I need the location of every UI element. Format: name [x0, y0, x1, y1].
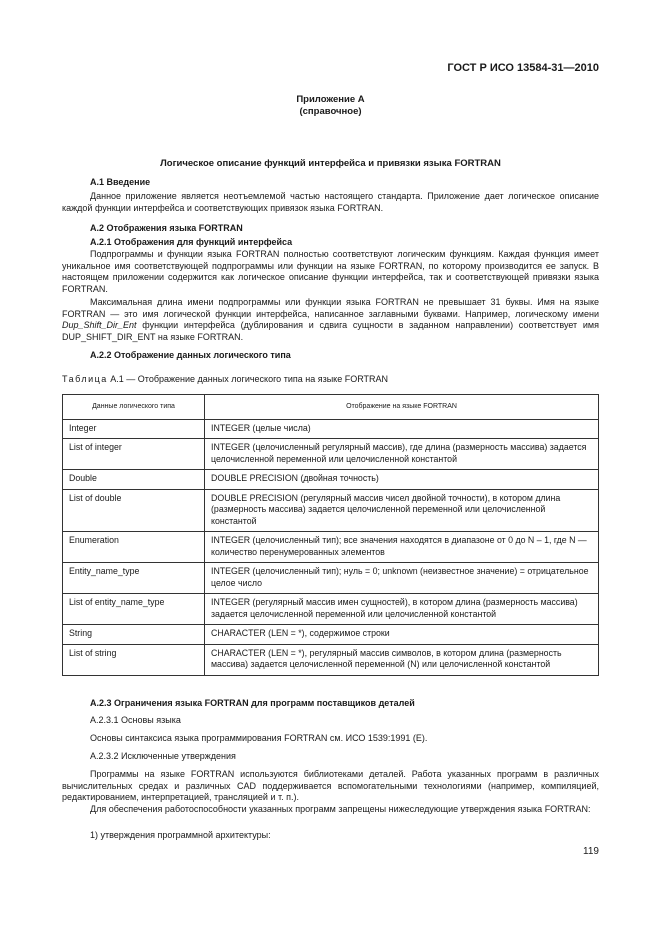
table-row	[63, 563, 599, 594]
table-row	[63, 489, 599, 532]
table-cell-type: Double	[63, 470, 205, 490]
mapping-table	[62, 394, 599, 676]
table-cell-type: Enumeration	[63, 532, 205, 563]
section-a231-text: Основы синтаксиса языка программирования FORTRAN см. ИСО 1539:1991 (E).	[90, 733, 428, 743]
table-caption-label: Таблица	[62, 374, 108, 384]
table-cell-type: List of entity_name_type	[63, 594, 205, 625]
section-a23-heading: А.2.3 Ограничения языка FORTRAN для программ поставщиков деталей	[90, 698, 415, 708]
list-item-1: 1) утверждения программной архитектуры:	[90, 830, 271, 840]
section-a232-paragraph-1-content: Программы на языке FORTRAN используются библиотеками деталей. Работа указанных программ в различных вычислительных средах и различных CAD поддерживается вспомогательными технологиями (например, компиляцией, редактированием, интерпретацией, трансляцией и т. п.).	[62, 769, 599, 803]
table-caption	[62, 374, 388, 384]
table-row	[63, 439, 599, 470]
table-row	[63, 419, 599, 439]
section-a232-paragraph-1	[62, 769, 599, 804]
standard-header: ГОСТ Р ИСО 13584-31—2010	[447, 62, 599, 74]
section-a1-text	[62, 191, 599, 214]
section-a22-heading: А.2.2 Отображение данных логического типа	[90, 350, 291, 360]
table-header-logical-type: Данные логического типа	[63, 395, 205, 420]
section-a2-heading: А.2 Отображения языка FORTRAN	[90, 223, 243, 233]
table-cell-type: Integer	[63, 419, 205, 439]
table-cell-mapping: DOUBLE PRECISION (регулярный массив чисел двойной точности), в котором длина (размерность массива) задается целочисленной переменной или целочисленной константой	[205, 489, 599, 532]
table-row	[63, 594, 599, 625]
page-number: 119	[583, 846, 599, 857]
table-cell-type: List of integer	[63, 439, 205, 470]
table-cell-mapping: INTEGER (регулярный массив имен сущностей), в котором длина (размерность массива) задается целочисленной переменной или целочисленной константой	[205, 594, 599, 625]
section-a1-text-content: Данное приложение является неотъемлемой частью настоящего стандарта. Приложение дает логическое описание каждой функции интерфейса и соответствующих привязок языка FORTRAN.	[62, 191, 599, 213]
table-cell-mapping: INTEGER (целочисленный тип); все значения находятся в диапазоне от 0 до N – 1, где N — количество перенумерованных элементов	[205, 532, 599, 563]
main-title: Логическое описание функций интерфейса и привязки языка FORTRAN	[160, 158, 501, 169]
paragraph-2-post: функции интерфейса (дублирования и сдвига сущности в заданном направлении) соответствует имя DUP_SHIFT_DIR_ENT на языке FORTRAN.	[62, 320, 599, 343]
function-name-italic: Dup_Shift_Dir_Ent	[62, 320, 137, 331]
table-row	[63, 532, 599, 563]
paragraph-2-pre: Максимальная длина имени подпрограммы или функции языка FORTRAN не превышает 31 буквы. Имя на языке FORTRAN — это имя логической функции интерфейса, написанное заглавными буквами. Например, логическому имени	[62, 297, 599, 319]
table-cell-mapping: CHARACTER (LEN = *), содержимое строки	[205, 625, 599, 645]
section-a21-heading: А.2.1 Отображения для функций интерфейса	[90, 237, 293, 247]
section-a232-paragraph-2	[62, 804, 599, 816]
table-cell-type: String	[63, 625, 205, 645]
appendix-title: Приложение А	[296, 94, 365, 105]
table-header-row	[63, 395, 599, 420]
table-row	[63, 625, 599, 645]
table-cell-mapping: INTEGER (целые числа)	[205, 419, 599, 439]
table-cell-mapping: CHARACTER (LEN = *), регулярный массив символов, в котором длина (размерность массива) задается целочисленной переменной (N) или целочисленной константой	[205, 644, 599, 675]
section-a21-paragraph-1	[62, 249, 599, 296]
appendix-subtitle: (справочное)	[299, 106, 362, 117]
table-row	[63, 470, 599, 490]
section-a231-heading: А.2.3.1 Основы языка	[90, 715, 181, 725]
section-a1-heading: А.1 Введение	[90, 177, 151, 187]
table-cell-type: List of double	[63, 489, 205, 532]
section-a21-paragraph-2	[62, 297, 599, 344]
table-cell-mapping: DOUBLE PRECISION (двойная точность)	[205, 470, 599, 490]
section-a232-paragraph-2-content: Для обеспечения работоспособности указанных программ запрещены нижеследующие утверждения языка FORTRAN:	[90, 804, 591, 814]
table-cell-mapping: INTEGER (целочисленный регулярный массив), где длина (размерность массива) задается целочисленной переменной или целочисленной константой	[205, 439, 599, 470]
section-a21-paragraph-1-content: Подпрограммы и функции языка FORTRAN полностью соответствуют логическим функциям. Каждая функция имеет уникальное имя соответствующей подпрограммы или функции на языке FORTRAN, по которому производится ее запуск. В настоящем приложении содержится как логическое описание функции интерфейса, так и соответствующей привязки языка FORTRAN.	[62, 249, 599, 295]
table-row	[63, 644, 599, 675]
table-cell-type: Entity_name_type	[63, 563, 205, 594]
table-cell-mapping: INTEGER (целочисленный тип); нуль = 0; unknown (неизвестное значение) = отрицательное целое число	[205, 563, 599, 594]
section-a232-heading: А.2.3.2 Исключенные утверждения	[90, 751, 236, 761]
table-header-fortran-mapping: Отображение на языке FORTRAN	[205, 395, 599, 420]
table-caption-text: А.1 — Отображение данных логического типа на языке FORTRAN	[107, 374, 389, 384]
table-cell-type: List of string	[63, 644, 205, 675]
